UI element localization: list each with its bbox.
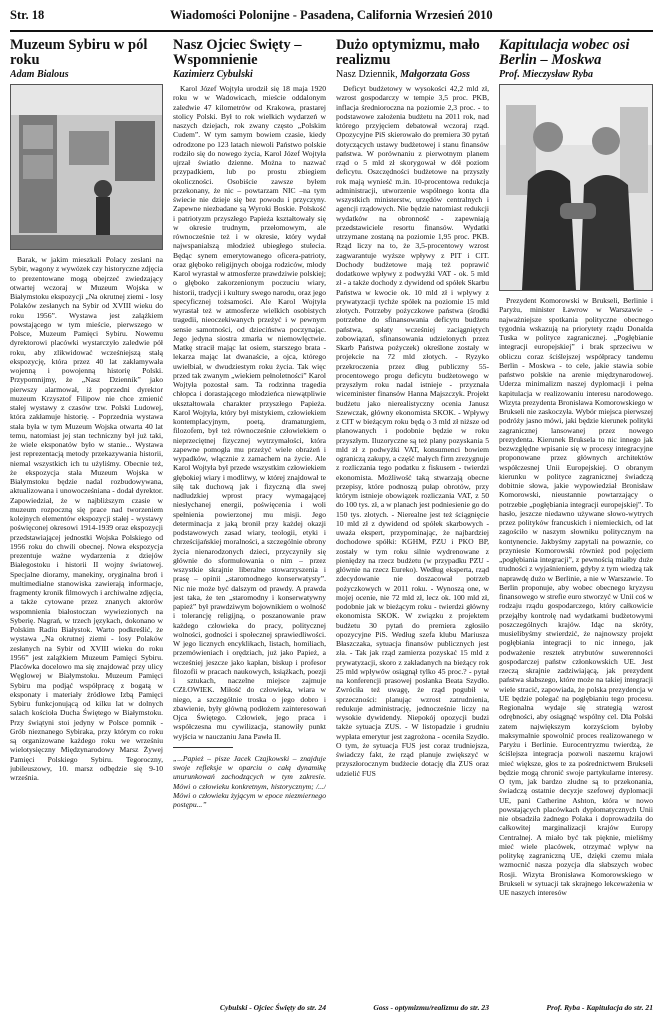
article-quote: „...Papież – pisze Jacek Czajkowski – znajduje swoje refleksje w oparciu o całą dynamikę unurunkowań zachodzących w tym zakresie. Mówi o człowieku konkretnym, historycznym; /.../ Mówi o człowieku żyjącym w epoce niezmiernego postępu...”	[173, 753, 326, 809]
article-body: Barak, w jakim mieszkali Polacy zesłani na Sybir, wagony z wywózek czy historyczne zdjęcia to prezentowane mogą obejrzeć zwiedzający otwartej wczoraj w Muzeum Wojska w Białymstoku ekspozycji „Na okrutnej ziemi - losy Polaków zesłanych na Sybir od XVIII wieku do roku 1956”. Wystawa jest zalążkiem powstającego w tym mieście, pierwszego w Polsce, Muzeum Pamięci Sybiru. Nowemu dyrektorowi placówki wystarczyło zaledwie pół roku, aby zlikwidować wcześniejszą stałą ekspozycję, która przez 40 lat zakłamywała wojenną i powojenną historię Polski. Przypomnijmy, że „Nasz Dziennik” jako pierwszy alarmował, iż poprzedni dyrektor muzeum Krzysztof Filipow nie chce zmienić stałej wystawy z czasów tzw. Polski Ludowej, która zakłamuje historię. - Poprzednia wystawa stała była w tym Muzeum Wojska otwarta 40 lat temu, natomiast jej stan techniczny był już taki, że wiele eksponatów było w stanie... Wystawa jest reprezentacją metody przekazywania historii, niemal wszystkich ich tu użyliśmy. Obecnie też, że ekspozycja stała Muzeum Wojska w Białymstoku będzie nadal rozbudowywana, aktualizowana i unowocześniana - dodał dyrektor. Zapowiedział, że w najbliższym czasie w muzeum rozpoczną się prace nad tworzeniem kolejnych elementów ekspozycji stałej - wystawy poświęconej okresowi 1914-1939 oraz ekspozycji przedstawiającej jednostki Wojska Polskiego od 1956 roku do chwili obecnej. Nowa ekspozycja prezentuje ważne wydarzenia z dziejów Białegostoku i historii II wojny światowej. Specjalne dioramy, manekiny, oryginalna broń i multimedialne stanowiska zawierają informacje, fragmenty kronik filmowych i archiwalne zdjęcia, a także cytowane przez znanych aktorów wspomnienia białostoczan wywiezionych na Syberię. Nagrań, w trzech językach, dokonano w Polskim Radiu Białystok. Warto podkreślić, że wystawa „Na okrutnej ziemi - losy Polaków zesłanych na Sybir od XVIII wieku do roku 1956” jest zalążkiem Muzeum Pamięci Sybiru. Placówka docelowo ma się znajdować przy ulicy Węglowej w Białymstoku. Muzeum Pamięci Sybiru ma podjąć współpracę z bogatą w eksponaty i materiały źródłowe Izbą Pamięci Sybiru funkcjonującą od kilku lat w dolnych salach kościoła Ducha Świętego w Białymstoku. Przy świątyni stoi jedyny w Polsce pomnik - Grób nieznanego Sybiraka, przy którym co roku są organizowane każdego roku we wrześniu wielotysięczny Międzynarodowy Marsz Żywej Pamięci Polskiego Sybiru. Tegoroczny, jubileuszowy, 10. marsz odbędzie się 9-10 września.	[10, 255, 163, 782]
publication-title: Wiadomości Polonijne - Pasadena, California Wrzesień 2010	[170, 8, 493, 22]
article-ojciec-swiety	[173, 38, 326, 1016]
article-source: Nasz Dziennik,	[336, 69, 398, 80]
article-author: Kazimierz Cybulski	[173, 69, 253, 80]
masthead	[10, 4, 653, 26]
article-author: Małgorzata Goss	[400, 69, 470, 80]
continuation-note: Cybulski - Ojciec Święty do str. 24	[219, 1003, 326, 1012]
article-author: Prof. Mieczysław Ryba	[499, 69, 593, 80]
article-body: Karol Józef Wojtyła urodził się 18 maja 1920 roku w w Wadowicach, mieście oddalonym zaledwie 47 kilometrów od Krakowa, prastarej stolicy Polski. Był to rok wielkich wydarzeń w naszych dziejach, rok zwany często „Polskim Cudem”. W tym samym bowiem czasie, kiedy odrodzone po 123 latach niewoli Państwo polskie rodziło się do nowego życia, Karol Józef Wojtyła ujrzał światło dzienne. Można to nazwać przypadkiem, lub po prostu zbiegiem okoliczności. Osobiście zawsze byłem przekonany, że nic – powtarzam NIC –na tym świecie nie dzieje się bez powodu i przyczyny. Zapewne niezbadane są Wyroki Boskie. Polskość i patriotyzm przyszłego Papieża kształtowały się w okresie trudnym, przełomowym, ale równocześnie też i w okresie, który wydał najwspanialszą młodzież ubiegłego stulecia. Będąc synem emerytowanego oficera-patrioty, oraz głęboko religijnych obojga rodziców, młody Karol wyrastał w atmosferze prawdziwie polskiej; o głęboko zakorzenionym poczuciu wiary, historii, tradycji i kultury swego narodu, oraz jego specyficznej tożsamości. Ale Karol Wojtyła wyrastał też w atmosferze wielkich osobistych tragedii, nieoczekiwanych przeżyć i w pewnym sensie samotności, od dzieciństwa poczynając. Jego jedyna siostra zmarła w niemowlęctwie. Matkę stracił mając lat osiem, starszego brata - lekarza mając lat dwanaście, a ojca, którego uwielbiał, w dwudziestym roku życia. Tak więc przed tak zwanym „wiekiem pełnoletności” Karol Wojtyła pozostał sam. Ta rodzinna tragedia chłopca i dorastającego młodzieńca niewątpliwie ukształtowała charakter przyszłego Papieża. Karol Wojtyła, który był mistykiem, człowiekiem kontemplacyjnym, poetą, dramaturgiem, filozofem, był też równocześnie człowiekiem o nieprzeciętnej fizycznej wytrzymałości, która zapewne pomogła mu przeżyć wiele obrażeń i wypadków, włącznie z zamachem na życie. Ale Karol Wojtyła był przede wszystkim człowiekiem głębokiej wiary i modlitwy, w której znajdował te siłę tak duchową jak i fizyczną dla swej nadludzkiej wprost pracy wymagającej niesłychanej energii, poświęcenia i woli spełnienia powierzonej mu misji. Jego determinacja z jaką bronił przy każdej okazji podstawowych zasad wiary, teologii, etyki i chrześcijańskiej moralności, a szczególnie obrony życia nienarodzonych dzieci, przyczyniły się głównie do sformułowania o nim – przez wszystkie skrajnie liberalne stowarzyszenia i prasę – opinii „staromodnego konserwatysty”. Nic nie może być dalszym od prawdy. A prawda jest taka, że ten „staromodny i konserwatywny papież” był prawdziwym bojownikiem o wolność i tolerancję religijną, o poszanowanie praw każdego człowieka do pracy, politycznej wolności, godności i społecznej sprawiedliwości. W jego licznych encyklikach, listach, homiliach, przemówieniach i orędziach, już jako Papież, a wcześniej jeszcze jako kapłan, biskup i profesor filozofii w pracach naukowych, książkach, poezji i sztukach, naczelne miejsce zajmuje CZŁOWIEK. Miłość do człowieka, wiara w niego, a szczególnie troska o jego dobro i zbawienie, były główną podłożem zainteresowań Ojca Świętego. Człowiek, jego praca i współczesna mu cywilizacja, stanowiły punkt wyjścia w nauczaniu Jana Pawła II.	[173, 84, 326, 741]
separator-line	[173, 747, 233, 748]
museum-exhibit-photo	[10, 84, 163, 250]
page-number: Str. 18	[10, 8, 45, 22]
article-title: Kapitulacja wobec osi Berlin – Moskwa	[499, 38, 630, 68]
article-title: Nasz Ojciec Święty – Wspomnienie	[173, 38, 302, 68]
two-presidents-photo	[499, 84, 653, 291]
article-title: Muzeum Sybiru w pól roku	[10, 38, 148, 68]
continuation-note: Prof. Ryba - Kapitulacja do str. 21	[546, 1003, 653, 1012]
article-body: Deficyt budżetowy w wysokości 42,2 mld zł, wzrost gospodarczy w tempie 3,5 proc. PKB, inflacja średnioroczna na poziomie 2,3 proc. - to podstawowe założenia budżetu na 2011 rok, nad którego przyjęciem debatował wczoraj rząd. Opozycyjne PiS skierowało do premiera 30 pytań dotyczących ustawy budżetowej i stanu finansów państwa. W porównaniu z pierwotnym planem rząd o 5 mld zł skorygował w dół poziom deficytu. Oszczędności budżetowe na przyszły rok mają wynieść m.in. 10-procentowa redukcja administracji, utworzenie wspólnego konta dla wszystkich ministerstw, urzędów centralnych i agencji rządowych. Nie będzie natomiast redukcji wydatków na obronność - zapewniają przedstawiciele resortu finansów. Wydatki utrzymane zostaną na poziomie 1,95 proc. PKB. Rząd liczy na to, że 3,5-procentowy wzrost zagwarantuje wyższe wpływy z PIT i CIT. Dochody budżetowe mają też poprawić dodatkowe wpływy z podwyżki VAT - ok. 5 mld zł - a także dochody z dywidend od spółek Skarbu Państwa w kwocie ok. 10 mld zł i wpływy z prywatyzacji tychże spółek na poziomie 15 mld złotych. Potrzeby pożyczkowe państwa (środki potrzebne do sfinansowania deficytu budżetu państwa, spłaty wcześniej zaciągniętych zobowiązań, sfinansowania udzielonych przez Skarb Państwa pożyczek) określone zostały w projekcie na 72 mld złotych. - Ryzyko przekroczenia przez dług publiczny 55-procentowego progu deficytu budżetowego w przyszłym roku nadal istnieje - przyznała wiceminister finansów Hanna Majszczyk. Projekt budżetu jako nierealistyczny ocenia Janusz Szewczak, główny ekonomista SKOK. - Wpływy z CIT w bieżącym roku będą o 3 mld zł niższe od planowanych i podobnie będzie w roku przyszłym. Iluzoryczne są też plany pozyskania 5 mld zł z podwyżki VAT, konsumenci bowiem ograniczą zakupy, a część małych firm zrezygnuje z rozliczania tego podatku z fiskusem - twierdzi ekonomista. Możliwość taką stwarzają obecne przepisy, które podnoszą pułap obrotów, przy którym istnieje obowiązek rozliczania VAT, z 50 do 100 tys. zł, a w planach jest podniesienie go do 150 tys. złotych. - Nierealne jest też ściągnięcie 10 mld zł z dywidend od spółek skarbowych - uważa ekspert, przypominając, że najbardziej dochodowe spółki: KGHM, PZU i PKO BP, zostały w tym roku silnie wydrenowane z pieniędzy na rzecz budżetu (w przypadku PZU - głównie na rzecz Eureko). Według eksperta, rząd zdecydowanie nie doszacował potrzeb pożyczkowych w 2011 roku. - Wynoszą one, w mojej ocenie, nie 72 mld zł, lecz ok. 100 mld zł, podobnie jak w bieżącym roku - twierdzi główny ekonomista SKOK. W związku z projektem budżetu 30 pytań do premiera zgłosiło opozycyjne PiS. Według szefa klubu Mariusza Błaszczaka, sytuacja finansów publicznych jest zła. - Tak jak rząd zamierza pozyskać 15 mld z prywatyzacji, skoro z zakładanych na bieżący rok 25 mld wpływów osiągnął tylko 45 proc.? - pytał na konferencji prasowej posłanka Beata Szydło. Zwróciła też uwagę, że rząd pogubił w sprzeczności: planując wzrost zatrudnienia, redukuje administrację, jednocześnie liczy na wysokie dywidendy. Niepokój opozycji budzi także sytuacja ZUS. - W listopadzie i grudniu wypłata emerytur jest zagrożona - oceniła Szydło. O tym, że sytuacja FUS jest coraz trudniejsza, świadczy fakt, że rząd planuje zwiększyć w przyszłorocznym budżecie dotację dla ZUS oraz udzielić FUS	[336, 84, 489, 778]
article-kapitulacja	[499, 38, 653, 1016]
masthead-rule	[10, 30, 653, 32]
article-byline	[336, 69, 489, 80]
article-title: Dużo optymizmu, mało realizmu	[336, 38, 480, 68]
continuation-note: Goss - optymizmu/realizmu do str. 23	[373, 1003, 489, 1012]
presidents-photo-graphic	[500, 85, 653, 290]
museum-photo-graphic	[11, 85, 163, 249]
article-author: Adam Bialous	[10, 69, 69, 80]
article-duzo-optymizmu	[336, 38, 489, 1016]
article-body: Prezydent Komorowski w Brukseli, Berlinie i Paryżu, minister Ławrow w Warszawie - najważniejsze spotkania polityczne obecnego tygodnia wskazują na priorytety rządu Donalda Tuska w polityce zagranicznej. „Pogłębianie integracji europejskiej” i brak sprzeciwu w obliczu coraz ściślejszej współpracy tandemu Berlin - Moskwa - to cele, jakie stawia sobie państwo polskie na arenie międzynarodowej. Uderza minimalizm naszej dyplomacji i pełna kapitulacja w realizowaniu interesu narodowego. Wizyta prezydenta Bronisława Komorowskiego w Brukseli nie zaskoczyła. Wybór miejsca pierwszej podróży jasno mówi, jaki będzie kierunek polityki zagranicznej lansowanej przez nowego prezydenta. Kierunek Bruksela to nic innego jak bezwzględne wpisanie się w procesy integracyjne proponowane przez głównych architektów współczesnej Unii Europejskiej. O obranym kierunku w polityce zagranicznej świadczą dobitnie słowa, jakie wypowiedział Bronisław Komorowski, nieustannie powtarzający o potrzebie „pogłębiania integracji europejskiej”. To hasło, jeszcze niedawno używane słowo-wytrych przez polityków francuskich i niemieckich, od lat zagościło w naszym słowniku politycznym na kontynencie. Jakbyśmy zapytali na powaznie, co przyniesie Komorowski również pod pojęciem „pogłębiania integracji”, z pewnością miałby duże trudności z wyjaśnieniem, gdyby z tym wiedzą tak naprawdę dużo w Berlinie, a nie w Warszawie. To Berlin proponuje, aby wobec obecnego kryzysu finansowego w strefie euro stworzyć w Unii coś w rodzaju rządu gospodarczego, który całkowicie przejąłby kontrolę nad wydatkami budżetowymi poszczególnych krajów. Idąc na skróty, musielibyśmy stwierdzić, że najnowszy projekt pogłębiania integracji to nic innego, jak podważenie resztek atrybutów suwerenności gospodarczej państw członkowskich UE. Jest rzeczą skrajnie zadziwiającą, jak prezydent państwa słabszego, które może na takiej integracji wiele stracić, zapowiada, że polska prezydencja w UE będzie polegać na pogłębianiu tego procesu. Regionalna wydaje się strategią wzrost odrębności, aby osiągnąć wspólny cel. Dla Polski zatem największym korzyściom byłoby maksymalnie spowolnić proces realizowanego w Paryżu i Berlinie. Eurocentryzmu twierdzą, że ściślejsza integracja pozwoli naszemu krajowi mieć większe, głos te za pośrednictwem Brukseli będzie mogą chronić swoje partykularne interesy. O tym, jak bardzo złudne są to przekonania, świadczą ostatnie decyzje szefowej dyplomacji UE, pani Catherine Ashton, która w nowo powstających placówkach dyplomatycznych Unii nie obsadziła żadnego Polaka i doprowadziła do całkowitej marginalizacji krajów Europy Centralnej. A miało być tak pięknie, mieliśmy mieć wiele placówek, otrzymać wpływ na politykę zagraniczną UE, dzięki czemu miała wzmocnić nasza pozycja dla słabszych wobec Rosji. Wizyta Bronisława Komorowskiego w Brukseli w sytuacji tak skrajnego lekceważenia w UE naszych interesów	[499, 296, 653, 897]
article-muzeum-sybiru	[10, 38, 163, 1016]
